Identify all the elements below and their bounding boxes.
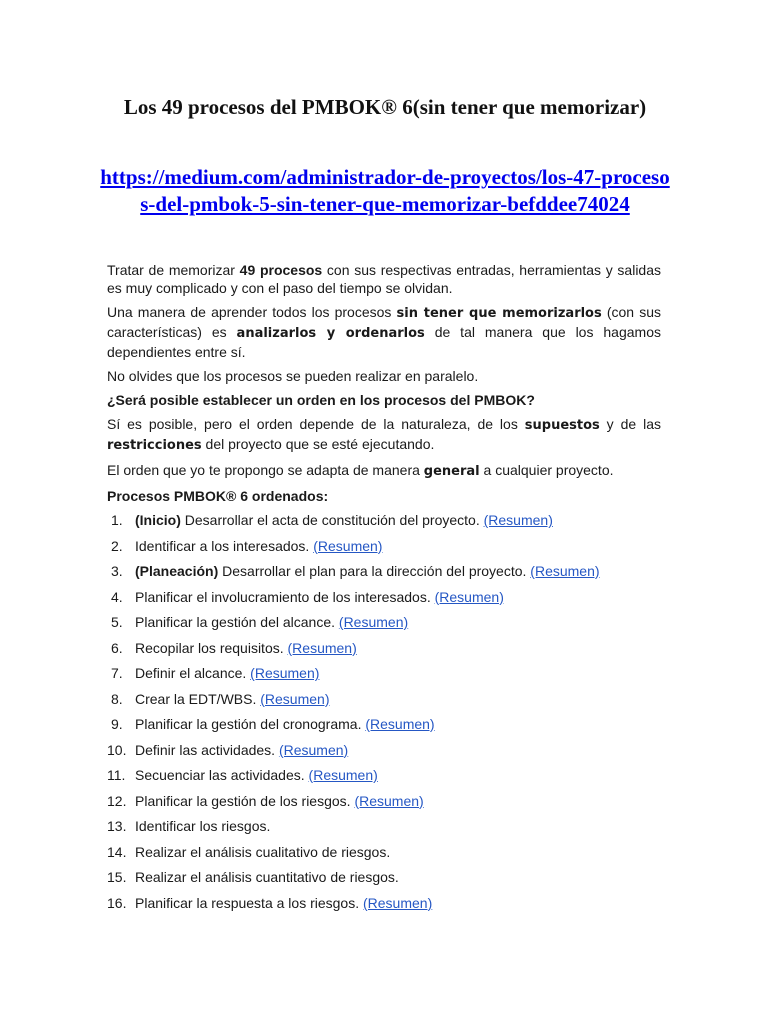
highlight-general: general: [423, 464, 480, 479]
resumen-link[interactable]: (Resumen): [365, 716, 435, 732]
resumen-link[interactable]: (Resumen): [287, 639, 357, 656]
list-item-text: Definir el alcance. (Resumen): [135, 665, 320, 681]
list-item-text: Realizar el análisis cuantitativo de riesgos.: [135, 869, 399, 885]
list-item-text: Realizar el análisis cualitativo de riesgos.: [135, 843, 391, 860]
list-item-text: Secuenciar las actividades. (Resumen): [135, 767, 378, 783]
list-item-number: 15.: [107, 869, 127, 885]
list-item-text: Planificar la respuesta a los riesgos. (Resumen): [135, 894, 433, 911]
list-item-number: 3.: [111, 563, 123, 579]
list-item-text: Identificar a los interesados. (Resumen): [135, 537, 383, 554]
resumen-link[interactable]: (Resumen): [354, 792, 424, 809]
list-item: [107, 562, 661, 588]
question-heading: ¿Será posible establecer un orden en los procesos del PMBOK?: [107, 392, 535, 408]
list-item-number: 1.: [111, 512, 123, 528]
resumen-link[interactable]: (Resumen): [363, 894, 433, 911]
resumen-link[interactable]: (Resumen): [308, 767, 378, 783]
list-item: [107, 741, 661, 767]
highlight-analizarlos: analizarlos y ordenarlos: [236, 326, 425, 341]
list-item-number: 13.: [107, 818, 127, 834]
list-item: [107, 639, 661, 665]
list-item-text: (Planeación) Desarrollar el plan para la dirección del proyecto. (Resumen): [135, 563, 600, 579]
list-item-number: 9.: [111, 716, 123, 732]
resumen-link[interactable]: (Resumen): [250, 665, 320, 681]
list-item: [107, 613, 661, 639]
resumen-link[interactable]: (Resumen): [260, 690, 330, 707]
article-link[interactable]: https://medium.com/administrador-de-proyectos/los-47-procesos-del-pmbok-5-sin-tener-que-memorizar-befddee74024: [100, 165, 670, 216]
resumen-link[interactable]: (Resumen): [278, 741, 349, 758]
page-title: Los 49 procesos del PMBOK® 6(sin tener que memorizar): [123, 95, 647, 119]
phase-label: (Inicio): [135, 512, 181, 528]
highlight-restricciones: restricciones: [107, 438, 202, 453]
list-item-text: Planificar el involucramiento de los interesados. (Resumen): [135, 588, 504, 605]
list-item: [107, 843, 661, 869]
list-item-number: 10.: [107, 741, 127, 758]
phase-label: (Planeación): [135, 563, 219, 579]
resumen-link[interactable]: (Resumen): [530, 563, 600, 579]
list-item-number: 8.: [111, 690, 123, 707]
list-item-text: Recopilar los requisitos. (Resumen): [135, 639, 357, 656]
list-item-number: 2.: [111, 537, 123, 554]
list-item: [107, 511, 661, 537]
resumen-link[interactable]: (Resumen): [483, 512, 553, 528]
paragraph-intro: Tratar de memorizar 49 procesos con sus respectivas entradas, herramientas y salidas es muy complicado y con el paso del tiempo se olvidan.: [107, 262, 662, 296]
list-item-text: Crear la EDT/WBS. (Resumen): [135, 690, 330, 707]
highlight-supuestos: supuestos: [524, 418, 600, 433]
list-item-number: 4.: [111, 588, 123, 605]
list-item-text: Planificar la gestión del alcance. (Resumen): [135, 614, 409, 630]
list-item-number: 16.: [107, 894, 127, 911]
list-item-number: 12.: [107, 792, 127, 809]
list-item-text: Identificar los riesgos.: [135, 818, 271, 834]
paragraph-parallel: No olvides que los procesos se pueden realizar en paralelo.: [107, 368, 479, 384]
list-item: [107, 766, 661, 792]
resumen-link[interactable]: (Resumen): [338, 614, 409, 630]
highlight-sin-memorizar: sin tener que memorizarlos: [396, 306, 602, 321]
list-item-number: 11.: [107, 767, 126, 783]
list-item: [107, 792, 661, 818]
list-item-number: 6.: [111, 639, 123, 656]
list-item: [107, 588, 661, 614]
paragraph-answer: Sí es posible, pero el orden depende de la naturaleza, de los supuestos y de las restricciones del proyecto que se esté ejecutando.: [107, 416, 661, 453]
list-item-text: Planificar la gestión de los riesgos. (Resumen): [135, 792, 424, 809]
list-item-number: 14.: [107, 843, 127, 860]
list-item: [107, 715, 661, 741]
list-item: [107, 537, 661, 563]
list-item-text: Definir las actividades. (Resumen): [135, 741, 349, 758]
list-item-number: 7.: [111, 665, 123, 681]
list-item: [107, 690, 661, 716]
list-item: [107, 894, 661, 920]
resumen-link[interactable]: (Resumen): [434, 588, 504, 605]
list-heading: Procesos PMBOK® 6 ordenados:: [107, 488, 329, 504]
process-list: [107, 511, 661, 919]
list-item-text: (Inicio) Desarrollar el acta de constitución del proyecto. (Resumen): [135, 512, 553, 528]
list-item: [107, 868, 661, 894]
paragraph-order: El orden que yo te propongo se adapta de manera general a cualquier proyecto.: [107, 462, 614, 479]
paragraph-method: Una manera de aprender todos los procesos sin tener que memorizarlos (con sus características) es analizarlos y ordenarlos de tal manera que los hagamos dependientes entre sí.: [107, 304, 661, 360]
list-item: [107, 817, 661, 843]
list-item: [107, 664, 661, 690]
list-item-text: Planificar la gestión del cronograma. (Resumen): [135, 716, 435, 732]
list-item-number: 5.: [111, 614, 123, 630]
highlight-49-procesos: 49 procesos: [239, 262, 323, 278]
resumen-link[interactable]: (Resumen): [313, 537, 383, 554]
document-body: [107, 261, 661, 919]
